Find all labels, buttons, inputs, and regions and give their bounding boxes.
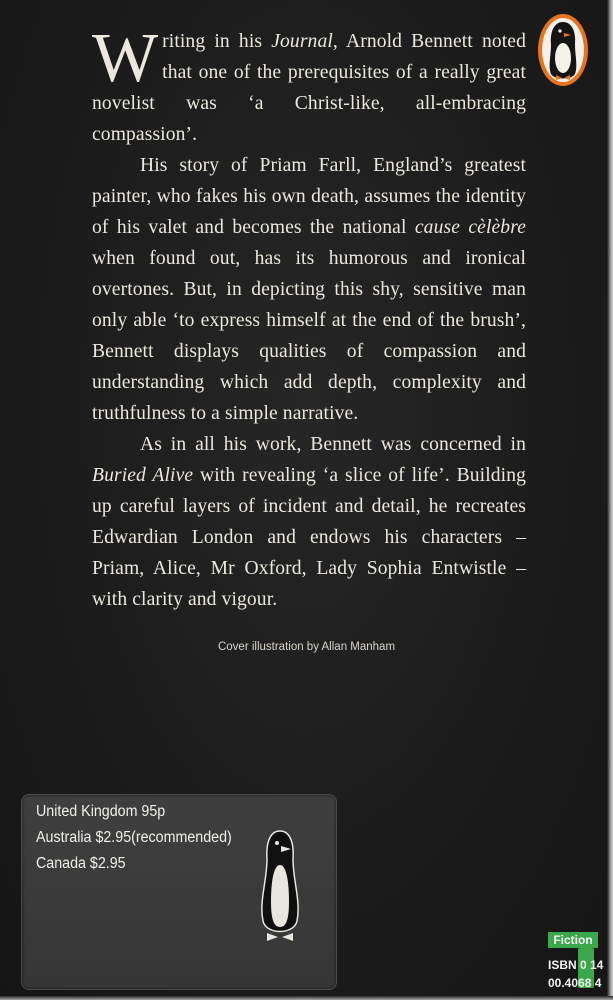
penguin-logo-icon [536, 12, 590, 88]
journal-italic: Journal [271, 31, 333, 52]
blurb-p1-text: riting in his [162, 31, 272, 52]
isbn-label [548, 956, 603, 992]
cause-celebre-italic: cause cèlèbre [414, 217, 526, 238]
buried-alive-italic: Buried Alive [92, 465, 194, 486]
blurb-paragraph-1 [92, 20, 526, 150]
isbn-line-1: ISBN 0 14 [548, 958, 604, 972]
blurb-p3-text-2: with revealing ‘a slice of life’. Building up careful layers of incident and detail, he recreates Edwardian London and endows his characters – Priam, Alice, Mr Oxford, Lady Sophia Entwistle – with clarity and vigour. [92, 465, 526, 610]
blurb-paragraph-3 [92, 429, 526, 615]
price-australia: Australia $2.95(recommended) [36, 829, 232, 846]
blurb-paragraph-2 [92, 150, 526, 429]
price-canada: Canada $2.95 [36, 855, 126, 872]
fiction-category-label: Fiction [548, 932, 598, 948]
price-uk: United Kingdom 95p [36, 803, 166, 820]
page-edge-bottom [0, 996, 613, 1000]
drop-cap: W [92, 20, 159, 97]
blurb-text [92, 20, 526, 615]
price-sticker [21, 794, 337, 990]
blurb-p2-text: His story of Priam Farll, England’s greatest painter, who fakes his own death, assumes the identity of his valet and becomes the national [92, 155, 526, 238]
page-edge-right [607, 0, 613, 1000]
blurb-p1-text-2: , Arnold Bennett noted that one of the prerequisites of a really great novelist was ‘a Christ-like, all-embracing compassion’. [92, 31, 526, 145]
cover-illustration-credit: Cover illustration by Allan Manham [217, 641, 396, 653]
isbn-line-2: 00.4068 4 [548, 976, 602, 990]
blurb-p3-text: As in all his work, Bennett was concerned in [140, 434, 526, 455]
blurb-p2-text-2: when found out, has its humorous and ironical overtones. But, in depicting this shy, sensitive man only able ‘to express himself at the end of the brush’, Bennett displays qualities of compassion and understanding which add depth, complexity and truthfulness to a simple narrative. [92, 248, 526, 424]
penguin-icon [251, 825, 309, 949]
